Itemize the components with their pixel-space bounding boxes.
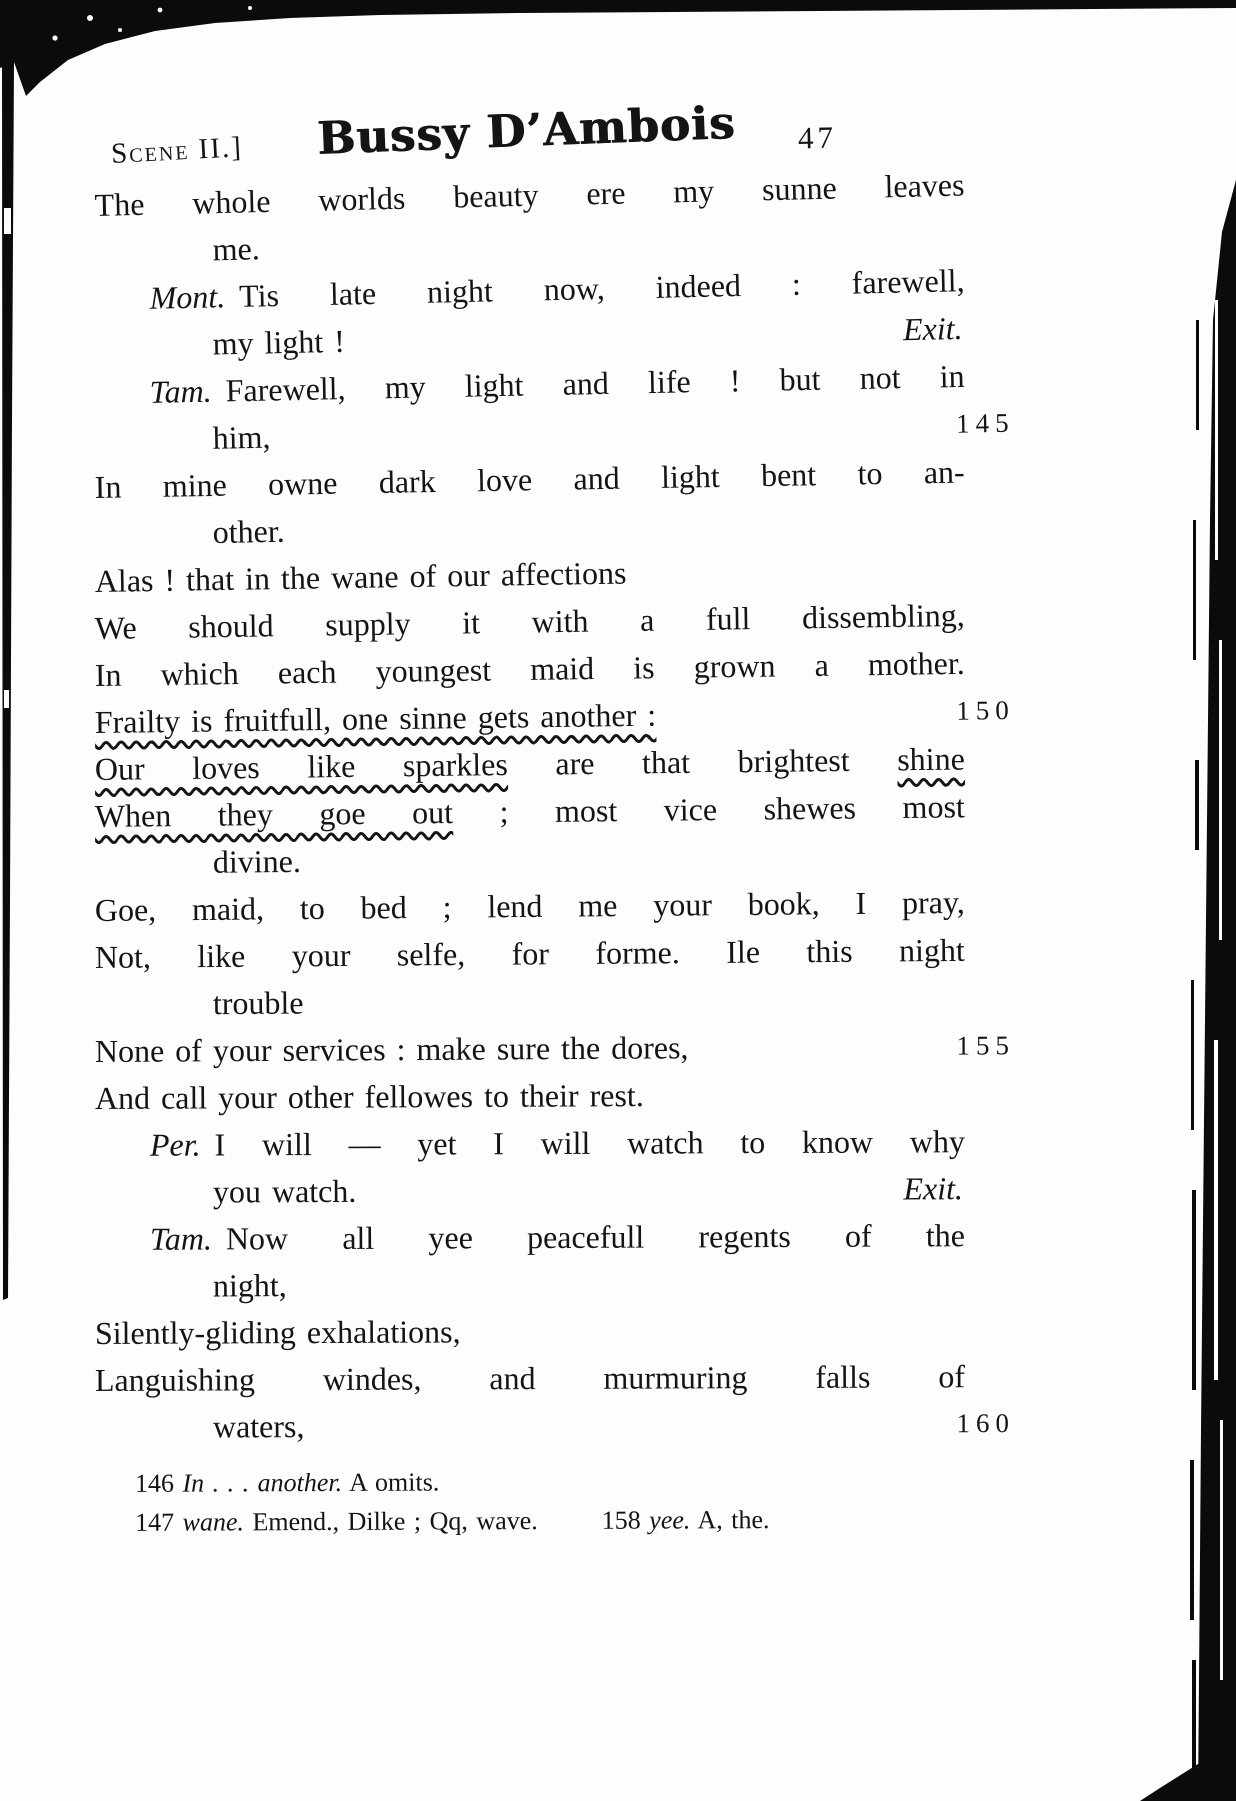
stage-direction-exit: Exit. <box>902 309 963 348</box>
line-number: 155 <box>956 1030 1015 1061</box>
footnote-text: Emend., Dilke ; Qq, wave. <box>243 1506 538 1537</box>
verse-text: other. <box>212 512 286 551</box>
verse-text: Farewell, my light and life ! but not in <box>225 357 965 409</box>
verse-line <box>95 1212 965 1263</box>
verse-line <box>95 1400 1015 1451</box>
verse-text: him, <box>212 418 271 456</box>
speaker-name: Per. <box>149 1126 201 1163</box>
verse-text: Tis late night now, indeed : farewell, <box>238 262 965 314</box>
pencil-underlined-text: Frailty is fruitfull, one sinne gets another : <box>94 696 657 740</box>
page-number: 47 <box>797 119 838 156</box>
verse-text: We should supply it with a full dissembling, <box>94 596 965 646</box>
verse-text: I will — yet I will watch to know why <box>214 1123 966 1163</box>
pencil-underlined-text: When they goe out <box>94 794 454 834</box>
pencil-underlined-text: shine <box>897 740 965 778</box>
verse-line <box>95 879 965 934</box>
footnote-text: 147 <box>135 1507 183 1537</box>
verse-text: ; most vice shewes most <box>452 788 965 830</box>
verse-text: None of your services : make sure the dores, <box>94 1029 689 1069</box>
verse-line <box>95 831 965 887</box>
verse-line <box>95 1259 965 1310</box>
footnote-line <box>95 1499 1015 1542</box>
verse-text: you watch. <box>212 1172 357 1210</box>
verse-text: Not, like your selfe, for forme. Ile this night <box>94 931 965 975</box>
verse-line <box>95 1353 965 1404</box>
footnote-text: 158 <box>601 1505 650 1535</box>
verse-text: waters, <box>212 1408 305 1445</box>
line-number: 150 <box>956 694 1015 726</box>
verse-text: Languishing windes, and murmuring falls of <box>94 1358 966 1398</box>
speaker-name: Mont. <box>149 278 226 316</box>
running-title: Bussy D’Ambois <box>315 95 737 165</box>
verse-text: my light ! <box>212 322 346 362</box>
verse-text: night, <box>212 1267 287 1304</box>
verse-text: divine. <box>212 842 302 880</box>
verse-text: Goe, maid, to bed ; lend me your book, I pray, <box>94 883 965 928</box>
verse-text: trouble <box>212 984 304 1022</box>
speaker-name: Tam. <box>149 1220 212 1257</box>
verse-line <box>95 1165 965 1216</box>
line-number: 145 <box>955 407 1015 439</box>
verse-line <box>94 1023 1015 1075</box>
speaker-name: Tam. <box>149 372 213 410</box>
verse-line <box>95 1306 965 1357</box>
play-text <box>94 166 1015 1451</box>
line-number: 160 <box>956 1407 1015 1439</box>
verse-line <box>95 1070 965 1122</box>
verse-line <box>95 1118 965 1169</box>
verse-text: In mine owne dark love and light bent to an- <box>94 453 965 505</box>
verse-text: In which each youngest maid is grown a mother. <box>94 644 965 693</box>
verse-text: And call your other fellowes to their rest. <box>94 1077 644 1116</box>
footnote-text: yee. <box>649 1505 691 1535</box>
verse-line <box>95 975 965 1028</box>
verse-line <box>95 783 965 840</box>
page-header <box>0 0 1236 190</box>
scene-heading: Scene II.] <box>110 131 244 171</box>
verse-text: Silently-gliding exhalations, <box>94 1313 461 1351</box>
footnote-text: A, the. <box>690 1505 770 1535</box>
footnotes <box>95 1460 1015 1542</box>
stage-direction-exit: Exit. <box>903 1170 964 1207</box>
footnote-text: In . . . another. <box>182 1467 343 1498</box>
verse-text: The whole worlds beauty ere my sunne leaves <box>94 166 965 223</box>
footnote-text: wane. <box>182 1507 245 1537</box>
verse-text: Alas ! that in the wane of our affections <box>94 554 627 599</box>
verse-text: me. <box>212 230 261 268</box>
footnote-text: A omits. <box>342 1467 440 1497</box>
verse-text: Now all yee peacefull regents of the <box>225 1217 966 1257</box>
footnote-text: 146 <box>134 1468 183 1498</box>
verse-text: are that brightest <box>507 741 898 783</box>
pencil-underlined-text: Our loves like sparkles <box>94 746 508 787</box>
footnote-line <box>95 1460 1015 1503</box>
verse-line <box>95 927 965 981</box>
